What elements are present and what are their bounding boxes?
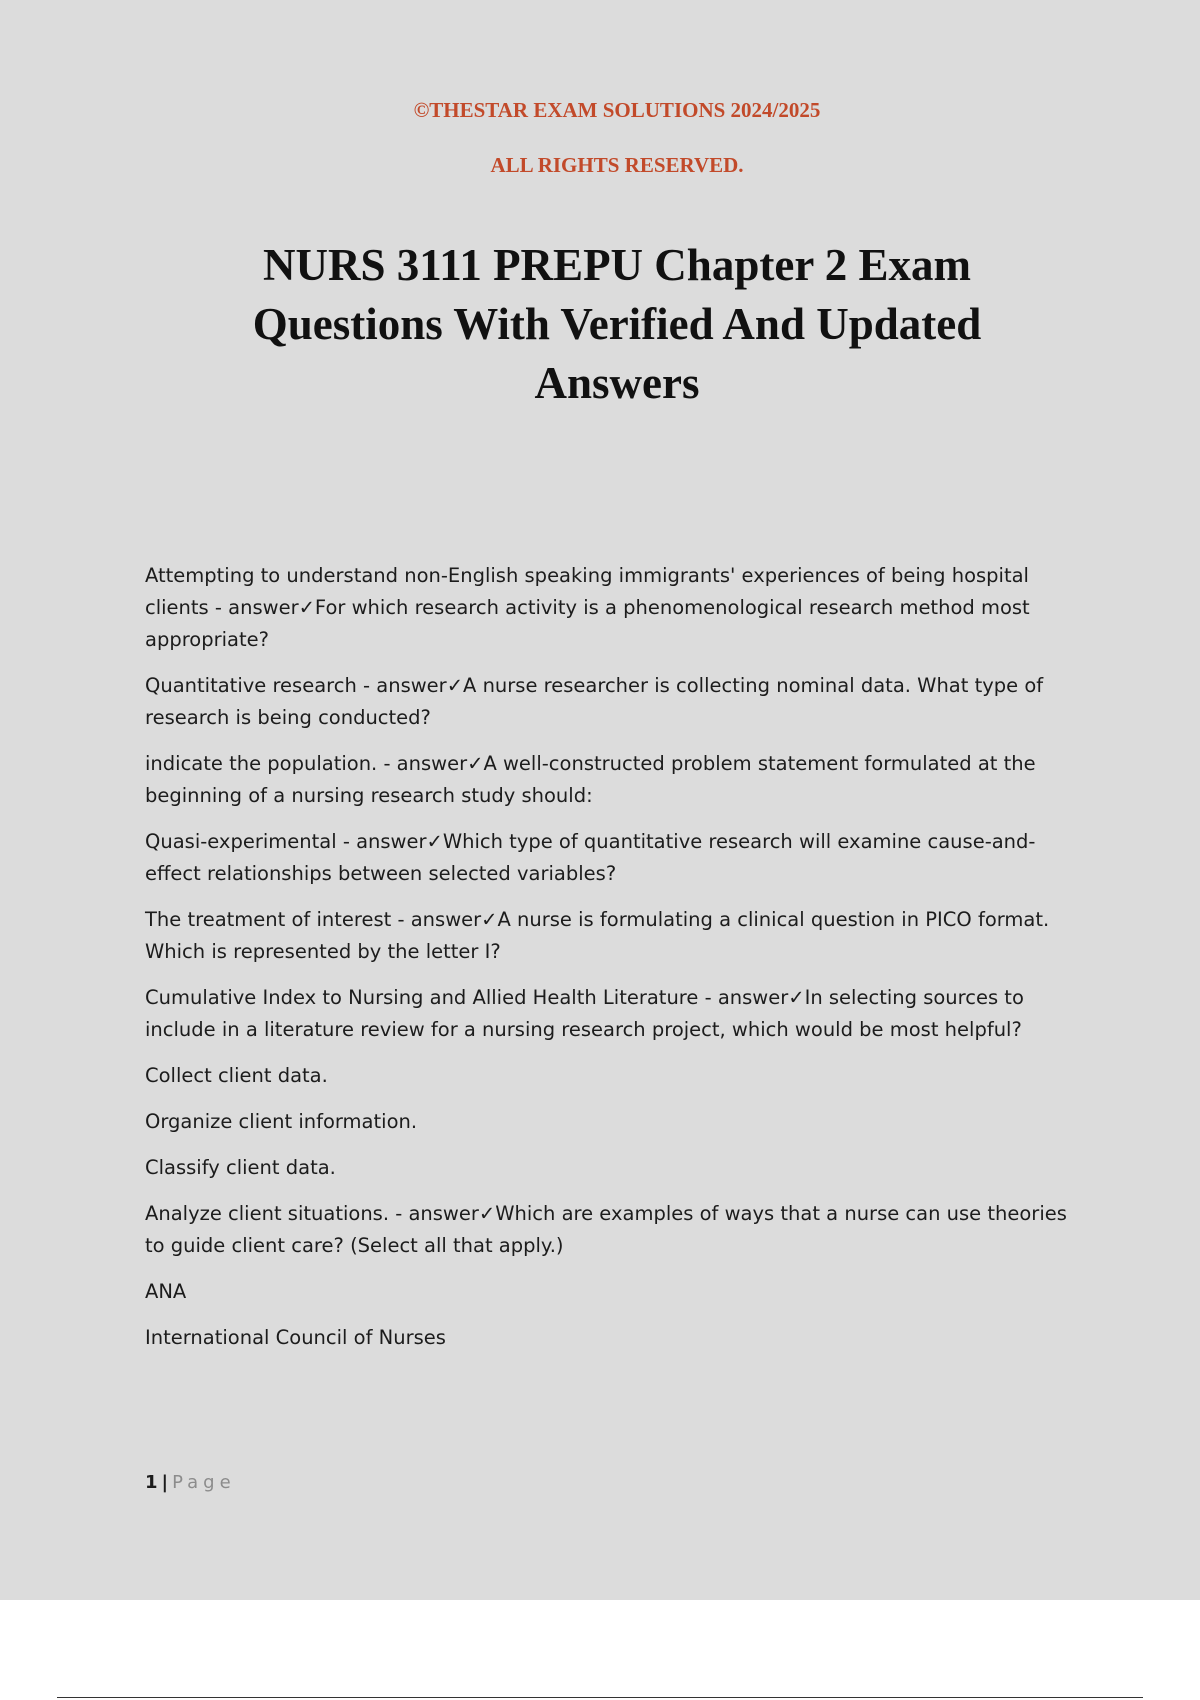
qa-entry: Attempting to understand non-English speaking immigrants' experiences of being hospital clients - answer✓For which research activity is a phenomenological research method most appropriate? <box>145 564 1030 651</box>
question-answer-list <box>145 560 1080 1368</box>
answer-option: Organize client information. <box>145 1110 418 1133</box>
answer-option: Collect client data. <box>145 1064 328 1087</box>
document-title: NURS 3111 PREPU Chapter 2 Exam Questions With Verified And Updated Answers <box>252 240 982 408</box>
page-number: 1 <box>145 1472 158 1493</box>
qa-entry: Quasi-experimental - answer✓Which type of quantitative research will examine cause-and-effect relationships between selected variables? <box>145 830 1036 885</box>
qa-entry: indicate the population. - answer✓A well-constructed problem statement formulated at the beginning of a nursing research study should: <box>145 752 1036 807</box>
qa-entry: Quantitative research - answer✓A nurse researcher is collecting nominal data. What type of research is being conducted? <box>145 674 1044 729</box>
page-footer <box>145 1472 236 1493</box>
page-gap <box>0 1600 1200 1700</box>
answer-option: ANA <box>145 1280 187 1303</box>
qa-entry: The treatment of interest - answer✓A nurse is formulating a clinical question in PICO format. Which is represented by the letter I? <box>145 908 1050 963</box>
next-page-top-border <box>57 1697 1143 1698</box>
answer-option: Classify client data. <box>145 1156 336 1179</box>
qa-entry: Cumulative Index to Nursing and Allied Health Literature - answer✓In selecting sources to include in a literature review for a nursing research project, which would be most helpful? <box>145 986 1024 1041</box>
page-label: Page <box>172 1472 236 1493</box>
footer-separator: | <box>161 1472 169 1493</box>
qa-entry: Analyze client situations. - answer✓Which are examples of ways that a nurse can use theories to guide client care? (Select all that apply.) <box>145 1202 1067 1257</box>
copyright-notice: ©THESTAR EXAM SOLUTIONS 2024/2025 <box>413 98 821 122</box>
rights-reserved-notice: ALL RIGHTS RESERVED. <box>490 153 744 177</box>
answer-option: International Council of Nurses <box>145 1326 446 1349</box>
